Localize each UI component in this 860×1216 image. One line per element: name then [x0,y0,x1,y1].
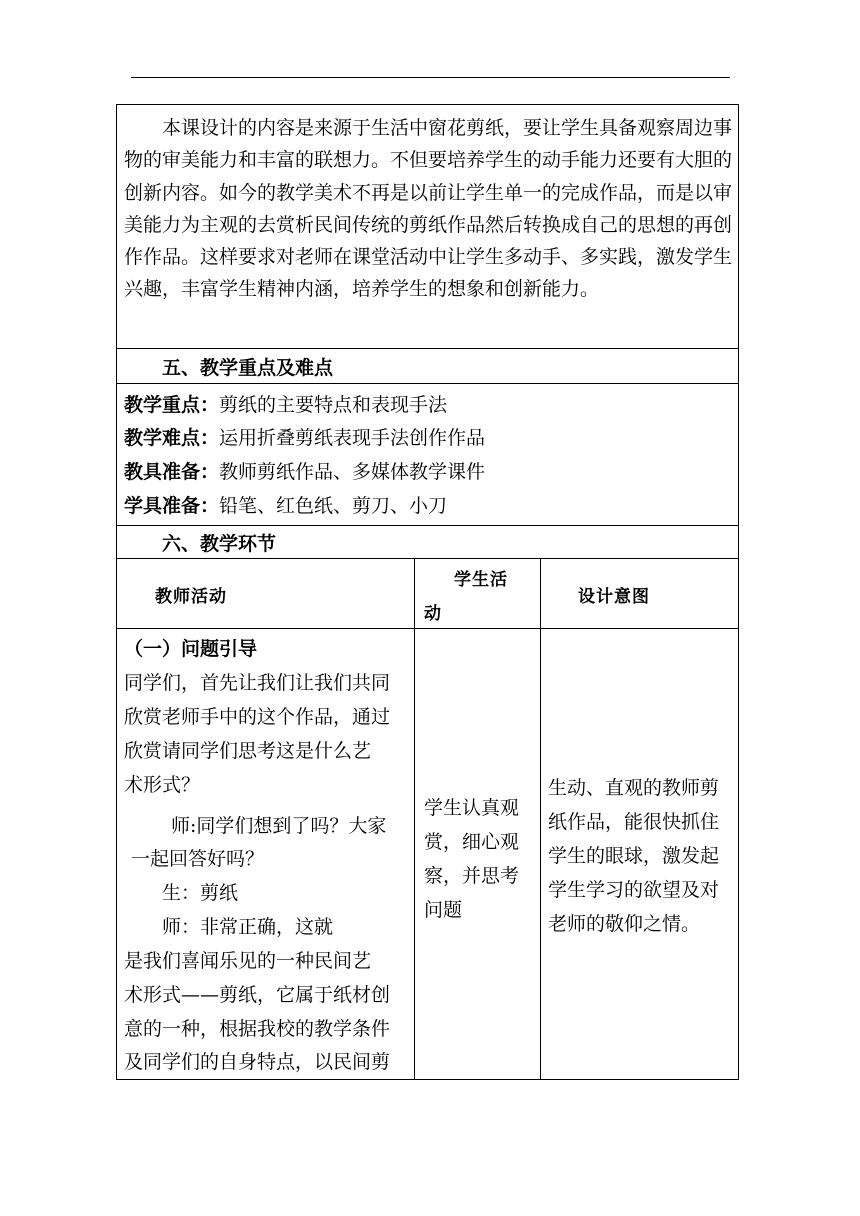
student-tools-text: 铅笔、红色纸、剪刀、小刀 [219,495,448,517]
student-text-line: 问题 [424,899,463,921]
teacher-step-title: （一）问题引导 [124,638,258,660]
teacher-text-line: 生：剪纸 [162,882,239,904]
design-text-line: 学生学习的欲望及对 [548,879,720,901]
intro-paragraph: 本课设计的内容是来源于生活中窗花剪纸，要让学生具备观察周边事物的审美能力和丰富的联想力。不但要培养学生的动手能力还要有大胆的创新内容。如今的教学美术不再是以前让学生单一的完成作品，而是以审美能力为主观的去赏析民间传统的剪纸作品然后转换成自己的思想的再创作作品。这样要求对老师在课堂活动中让学生多动手、多实践，激发学生兴趣，丰富学生精神内涵，培养学生的想象和创新能力。 [124,117,733,301]
student-tools-label: 学具准备： [124,495,220,517]
design-text-line: 学生的眼球，激发起 [548,845,720,867]
teacher-text-line: 欣赏老师手中的这个作品，通过 [124,706,391,728]
difficulty-label: 教学难点： [124,427,220,449]
teacher-text-line: 及同学们的自身特点，以民间剪 [124,1051,391,1073]
design-text-line: 老师的敬仰之情。 [548,913,701,935]
header-rule [131,77,730,78]
teacher-text-line: 术形式——剪纸，它属于纸材创 [124,984,391,1006]
student-text-line: 学生认真观 [424,797,520,819]
teacher-text-line: 是我们喜闻乐见的一种民间艺 [124,950,372,972]
difficulty-text: 运用折叠剪纸表现手法创作作品 [219,427,486,449]
teacher-text-line: 意的一种，根据我校的教学条件 [124,1018,391,1040]
row-divider [116,348,739,349]
column-divider [540,558,541,1080]
key-point-label: 教学重点： [124,394,220,416]
key-point-line [124,389,447,421]
key-point-text: 剪纸的主要特点和表现手法 [219,394,448,416]
teacher-text-line: 师：非常正确，这就 [162,916,334,938]
row-divider [116,525,739,526]
teacher-text-line: 欣赏请同学们思考这是什么艺 [124,740,372,762]
student-activity-header-line1: 学生活 [454,570,508,590]
design-text-line: 纸作品，能很快抓住 [548,811,720,833]
student-tools-line [124,490,447,522]
design-text-line: 生动、直观的教师剪 [548,777,720,799]
section5-heading: 五、教学重点及难点 [162,357,334,379]
difficulty-line [124,422,485,454]
student-text-line: 察，并思考 [424,865,520,887]
teacher-text-line: 一起回答好吗？ [131,848,265,870]
teacher-text-line: 同学们，首先让我们让我们共同 [124,672,391,694]
teaching-aids-line [124,456,485,488]
design-intent-header: 设计意图 [578,587,650,607]
student-activity-header-line2: 动 [424,604,441,624]
teaching-aids-label: 教具准备： [124,461,220,483]
column-divider [414,558,415,1080]
teacher-activity-header: 教师活动 [155,587,227,607]
section6-heading: 六、教学环节 [162,533,277,555]
teacher-text-line: 师:同学们想到了吗？大家 [171,815,387,837]
teaching-aids-text: 教师剪纸作品、多媒体教学课件 [219,461,486,483]
student-text-line: 赏，细心观 [424,831,520,853]
teacher-text-line: 术形式？ [124,774,201,796]
